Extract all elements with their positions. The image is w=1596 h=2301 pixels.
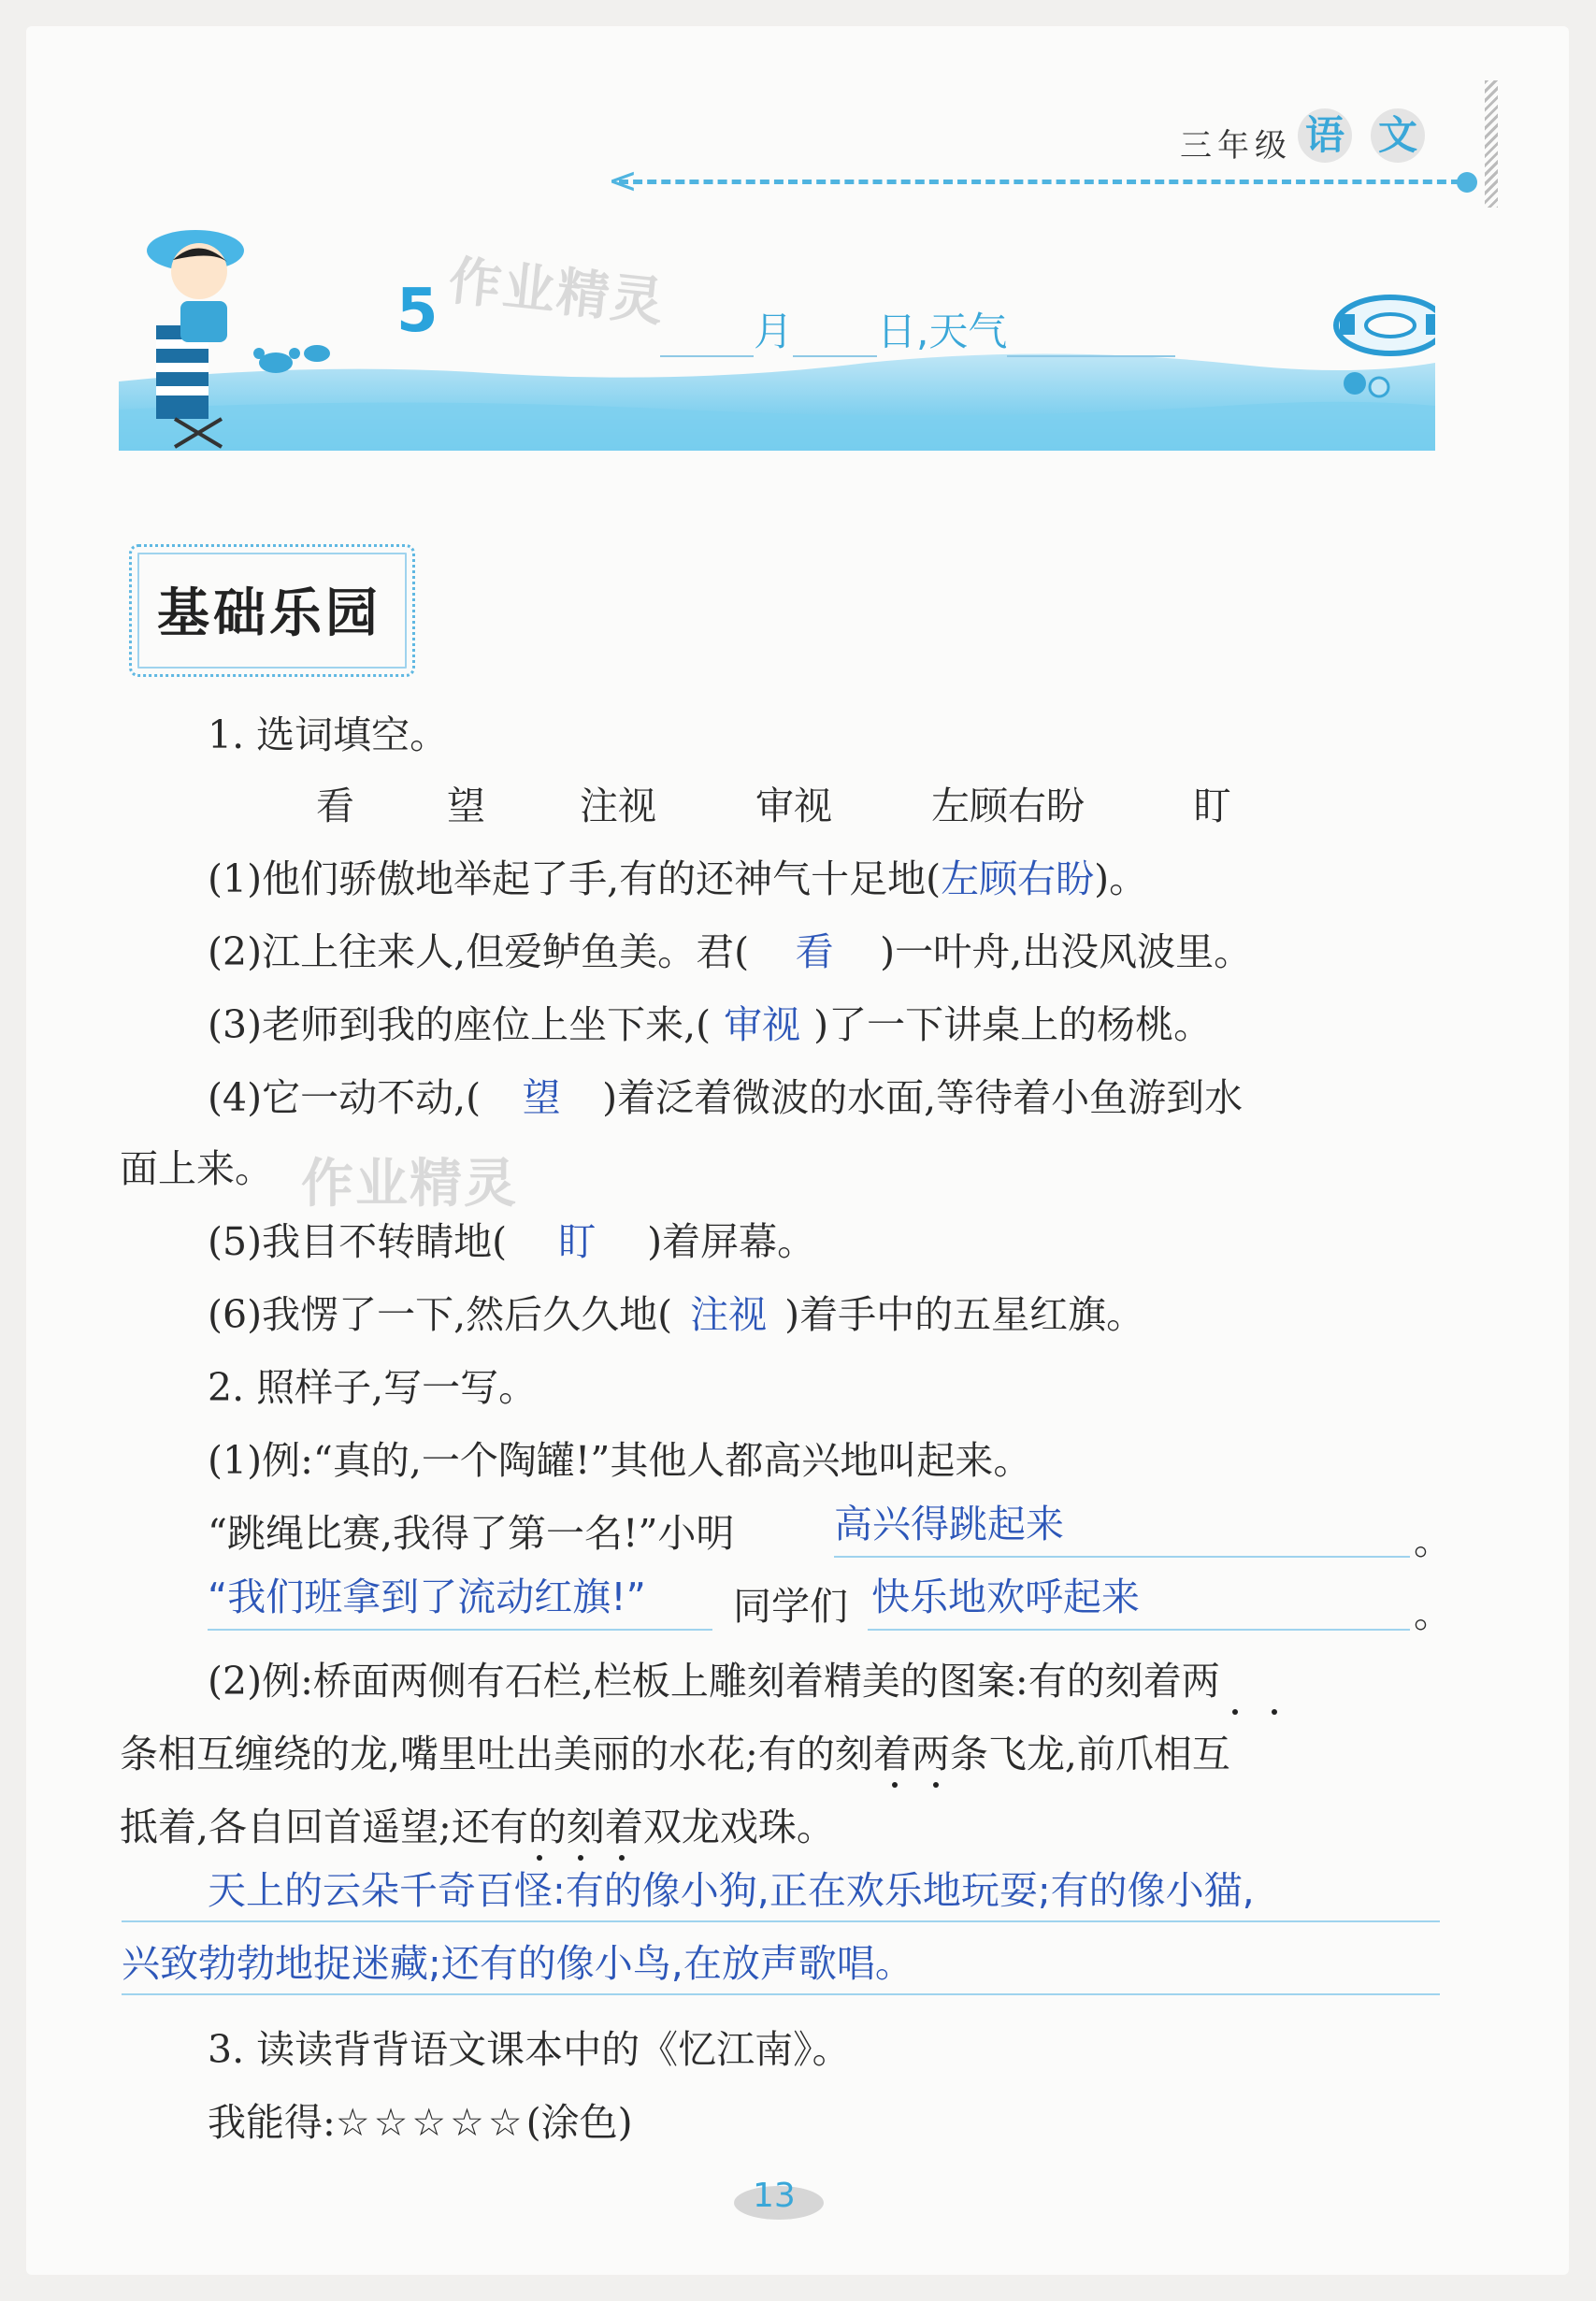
- arrow-left-icon: <: [608, 160, 638, 201]
- answer-underline: [122, 1993, 1440, 1995]
- q2-ex1-subject-b: 同学们: [733, 1584, 848, 1629]
- q3-title: 3. 读读背背语文课本中的《忆江南》。: [208, 2027, 851, 2072]
- dot-icon: [1457, 172, 1477, 193]
- answer-underline: [868, 1629, 1410, 1631]
- answer-underline: [208, 1629, 712, 1631]
- emphasis-dot: [1232, 1709, 1238, 1715]
- month-blank[interactable]: [660, 355, 754, 357]
- q1-item-text: (3)老师到我的座位上坐下来,(: [208, 1002, 712, 1047]
- q2-ex1-answer-a[interactable]: 高兴得跳起来: [834, 1502, 1064, 1546]
- q1-title: 1. 选词填空。: [208, 712, 449, 757]
- star-rating[interactable]: ☆☆☆☆☆: [335, 2100, 526, 2145]
- q2-example-1: (1)例:“真的,一个陶罐!”其他人都高兴地叫起来。: [208, 1438, 1032, 1483]
- score-label: 我能得:: [208, 2100, 336, 2145]
- subject-char-1: 语: [1298, 108, 1352, 163]
- emphasis-dot: [578, 1855, 583, 1861]
- word-bank-item: 盯: [1193, 784, 1231, 828]
- month-label: 月: [754, 309, 794, 354]
- emphasis-dot: [1272, 1709, 1277, 1715]
- lesson-number: 5: [396, 277, 439, 346]
- q1-item-text: )一叶舟,出没风波里。: [880, 929, 1253, 974]
- period: 。: [1414, 1591, 1452, 1636]
- q1-answer-4[interactable]: 望: [522, 1075, 561, 1120]
- watermark: 作业精灵: [445, 251, 669, 334]
- day-label: 日: [877, 309, 917, 354]
- answer-underline: [834, 1556, 1410, 1558]
- q1-answer-2[interactable]: 看: [795, 929, 834, 974]
- word-bank-item: 看: [316, 784, 354, 828]
- q1-item-2: [208, 926, 1252, 978]
- section-title: 基础乐园: [157, 583, 381, 644]
- day-blank[interactable]: [793, 355, 877, 357]
- q2-example-2-line-2: 条相互缠绕的龙,嘴里吐出美丽的水花;有的刻着两条飞龙,前爪相互: [120, 1732, 1230, 1776]
- word-bank-item: 审视: [755, 784, 832, 828]
- q2-title: 2. 照样子,写一写。: [208, 1365, 538, 1410]
- emphasis-dot: [892, 1782, 898, 1788]
- q1-item-text: (4)它一动不动,(: [208, 1075, 482, 1120]
- q2-ex2-answer-line-2[interactable]: 兴致勃勃地捉迷藏;还有的像小鸟,在放声歌唱。: [122, 1941, 913, 1986]
- grade-label: 三年级: [1180, 127, 1292, 165]
- word-bank-item: 左顾右盼: [931, 784, 1085, 828]
- q2-ex1-quote-b[interactable]: “我们班拿到了流动红旗!”: [208, 1575, 646, 1619]
- q1-answer-5[interactable]: 盯: [557, 1219, 597, 1264]
- watermark: 作业精灵: [301, 1154, 518, 1215]
- q1-answer-3[interactable]: 审视: [724, 1002, 801, 1047]
- q1-answer-6[interactable]: 注视: [690, 1292, 768, 1337]
- weather-blank[interactable]: [1007, 355, 1175, 357]
- life-ring-icon: [1336, 297, 1435, 353]
- date-weather-row: 月 日,天气: [660, 301, 1175, 357]
- q1-item-5: [208, 1215, 815, 1268]
- dashed-divider: [619, 180, 1460, 184]
- answer-underline: [122, 1920, 1440, 1922]
- q1-item-3: [208, 999, 1212, 1051]
- period: 。: [1414, 1518, 1452, 1563]
- score-note: (涂色): [525, 2100, 633, 2145]
- q3-score-row: [208, 2096, 633, 2149]
- q1-item-4-continued: 面上来。: [120, 1146, 273, 1191]
- crab-icon: [304, 345, 330, 362]
- word-bank-item: 望: [447, 784, 485, 828]
- emphasis-dot: [619, 1855, 625, 1861]
- q1-item-text: (5)我目不转睛地(: [208, 1219, 508, 1264]
- q1-item-text: (2)江上往来人,但爱鲈鱼美。君(: [208, 929, 750, 974]
- q2-ex2-answer-line-1[interactable]: 天上的云朵千奇百怪:有的像小狗,正在欢乐地玩耍;有的像小猫,: [208, 1868, 1255, 1913]
- q1-item-text: )着手中的五星红旗。: [784, 1292, 1145, 1337]
- q1-item-text: (6)我愣了一下,然后久久地(: [208, 1292, 673, 1337]
- q1-answer-1[interactable]: 左顾右盼: [941, 856, 1095, 901]
- q2-example-2-line-1: (2)例:桥面两侧有石栏,栏板上雕刻着精美的图案:有的刻着两: [208, 1659, 1220, 1704]
- q2-ex1-answer-b[interactable]: 快乐地欢呼起来: [871, 1575, 1140, 1619]
- q1-item-text: )着屏幕。: [647, 1219, 816, 1264]
- q1-item-text: )着泛着微波的水面,等待着小鱼游到水: [602, 1075, 1244, 1120]
- emphasis-dot: [537, 1855, 542, 1861]
- page-edge-stripes: [1485, 80, 1498, 208]
- q1-item-text: )。: [1094, 856, 1148, 901]
- q1-item-4: [208, 1071, 1243, 1124]
- q1-item-1: [208, 853, 1147, 905]
- weather-label: 天气: [928, 309, 1008, 354]
- q1-item-6: [208, 1288, 1144, 1341]
- word-bank-item: 注视: [580, 784, 656, 828]
- q1-item-text: )了一下讲桌上的杨桃。: [813, 1002, 1213, 1047]
- q2-example-2-line-3: 抵着,各自回首遥望;还有的刻着双龙戏珠。: [120, 1805, 835, 1849]
- emphasis-dot: [933, 1782, 939, 1788]
- subject-char-2: 文: [1371, 108, 1425, 163]
- page-number: 13: [753, 2177, 796, 2215]
- q2-ex1-prompt-a: “跳绳比赛,我得了第一名!”小明: [208, 1511, 735, 1556]
- q1-item-text: (1)他们骄傲地举起了手,有的还神气十足地(: [208, 856, 942, 901]
- crab-icon: [253, 348, 300, 373]
